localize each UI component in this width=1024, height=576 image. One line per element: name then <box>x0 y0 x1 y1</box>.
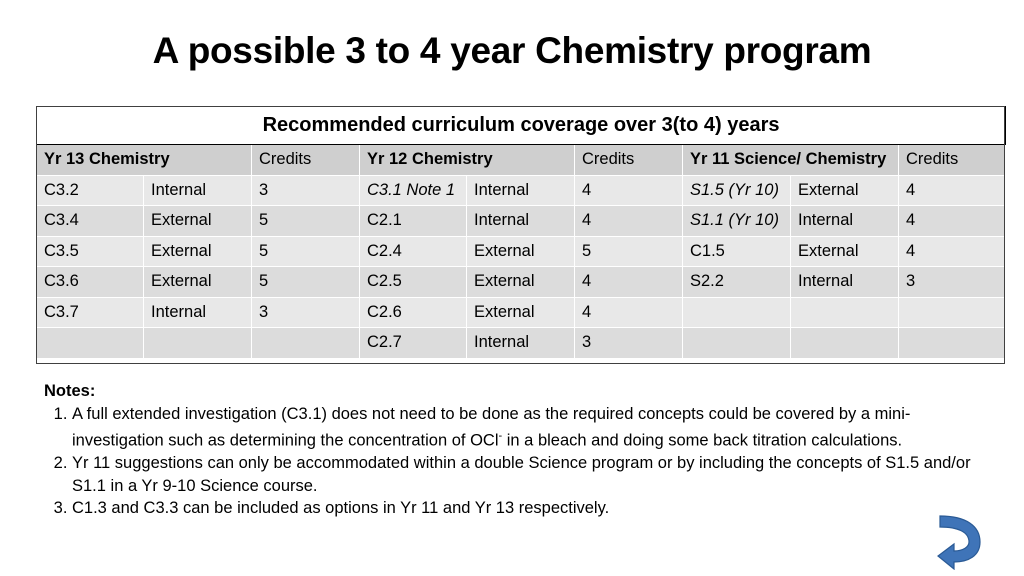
cell-yr13-standard: C3.7 <box>37 297 144 328</box>
header-yr13-credits: Credits <box>252 145 360 176</box>
curriculum-table <box>36 106 1006 359</box>
cell-yr13-credits: 5 <box>252 236 360 267</box>
cell-yr11-standard: S1.5 (Yr 10) <box>683 175 791 206</box>
cell-yr11-standard: S2.2 <box>683 267 791 298</box>
cell-yr12-standard: C2.4 <box>360 236 467 267</box>
notes-section <box>44 380 994 520</box>
cell-yr13-standard: C3.5 <box>37 236 144 267</box>
cell-yr11-credits: 3 <box>899 267 1006 298</box>
cell-yr13-credits: 3 <box>252 297 360 328</box>
table-header-row <box>37 145 1006 176</box>
header-yr11-science-chemistry: Yr 11 Science/ Chemistry <box>683 145 899 176</box>
cell-yr12-assessment: Internal <box>467 328 575 359</box>
cell-yr12-credits: 3 <box>575 328 683 359</box>
cell-yr13-credits: 5 <box>252 206 360 237</box>
cell-yr12-assessment: Internal <box>467 206 575 237</box>
table-body <box>37 175 1006 358</box>
cell-yr11-credits <box>899 297 1006 328</box>
cell-yr11-standard <box>683 297 791 328</box>
cell-yr13-assessment: Internal <box>144 297 252 328</box>
note-text-sup: - <box>498 430 503 442</box>
note-text-after: in a bleach and doing some back titration calculations. <box>502 431 903 450</box>
header-yr13-chemistry: Yr 13 Chemistry <box>37 145 252 176</box>
cell-yr11-assessment <box>791 328 899 359</box>
cell-yr12-standard: C2.1 <box>360 206 467 237</box>
cell-yr12-assessment: External <box>467 267 575 298</box>
header-yr11-credits: Credits <box>899 145 1006 176</box>
page-title: A possible 3 to 4 year Chemistry program <box>152 30 872 71</box>
cell-yr13-assessment: External <box>144 206 252 237</box>
note-text-before: C1.3 and C3.3 can be included as options in Yr 11 and Yr 13 respectively. <box>72 499 610 517</box>
cell-yr11-assessment: External <box>791 175 899 206</box>
cell-yr12-assessment: Internal <box>467 175 575 206</box>
cell-yr13-standard: C3.4 <box>37 206 144 237</box>
notes-heading: Notes: <box>44 382 96 400</box>
cell-yr13-standard: C3.6 <box>37 267 144 298</box>
cell-yr11-assessment: Internal <box>791 267 899 298</box>
header-yr12-credits: Credits <box>575 145 683 176</box>
arrow-shape[interactable] <box>938 516 980 569</box>
header-yr12-chemistry: Yr 12 Chemistry <box>360 145 575 176</box>
cell-yr13-assessment: External <box>144 267 252 298</box>
cell-yr12-credits: 4 <box>575 267 683 298</box>
note-text-before: Yr 11 suggestions can only be accommodated within a double Science program or by including the concepts of S1.5 and/or S1.1 in a Yr 9-10 Science course. <box>72 454 971 495</box>
cell-yr12-standard: C3.1 Note 1 <box>360 175 467 206</box>
cell-yr11-standard <box>683 328 791 359</box>
table-row <box>37 236 1006 267</box>
cell-yr13-credits: 3 <box>252 175 360 206</box>
table-caption-row <box>37 107 1006 145</box>
cell-yr12-credits: 4 <box>575 297 683 328</box>
table-row <box>37 175 1006 206</box>
cell-yr12-standard: C2.6 <box>360 297 467 328</box>
table-row <box>37 267 1006 298</box>
note-item <box>72 452 994 497</box>
table-row <box>37 297 1006 328</box>
cell-yr12-standard: C2.7 <box>360 328 467 359</box>
note-item <box>72 497 994 520</box>
cell-yr13-assessment: External <box>144 236 252 267</box>
cell-yr12-credits: 5 <box>575 236 683 267</box>
cell-yr12-assessment: External <box>467 236 575 267</box>
notes-list <box>44 403 994 520</box>
cell-yr12-credits: 4 <box>575 175 683 206</box>
cell-yr13-credits: 5 <box>252 267 360 298</box>
cell-yr13-assessment <box>144 328 252 359</box>
table-row <box>37 206 1006 237</box>
cell-yr13-standard: C3.2 <box>37 175 144 206</box>
table-row <box>37 328 1006 359</box>
cell-yr13-standard <box>37 328 144 359</box>
cell-yr11-assessment: External <box>791 236 899 267</box>
cell-yr11-standard: S1.1 (Yr 10) <box>683 206 791 237</box>
u-turn-back-arrow-icon[interactable] <box>936 512 986 570</box>
cell-yr11-assessment: Internal <box>791 206 899 237</box>
cell-yr11-credits: 4 <box>899 175 1006 206</box>
cell-yr12-credits: 4 <box>575 206 683 237</box>
cell-yr13-assessment: Internal <box>144 175 252 206</box>
cell-yr12-assessment: External <box>467 297 575 328</box>
cell-yr13-credits <box>252 328 360 359</box>
cell-yr11-credits <box>899 328 1006 359</box>
cell-yr12-standard: C2.5 <box>360 267 467 298</box>
cell-yr11-credits: 4 <box>899 206 1006 237</box>
table-caption: Recommended curriculum coverage over 3(to 4) years <box>37 107 1006 145</box>
note-item <box>72 403 994 453</box>
note-text-before: A full extended investigation (C3.1) does not need to be done as the required concepts could be covered by a mini-investigation such as determining the concentration of OCl <box>72 404 911 450</box>
cell-yr11-standard: C1.5 <box>683 236 791 267</box>
cell-yr11-credits: 4 <box>899 236 1006 267</box>
cell-yr11-assessment <box>791 297 899 328</box>
